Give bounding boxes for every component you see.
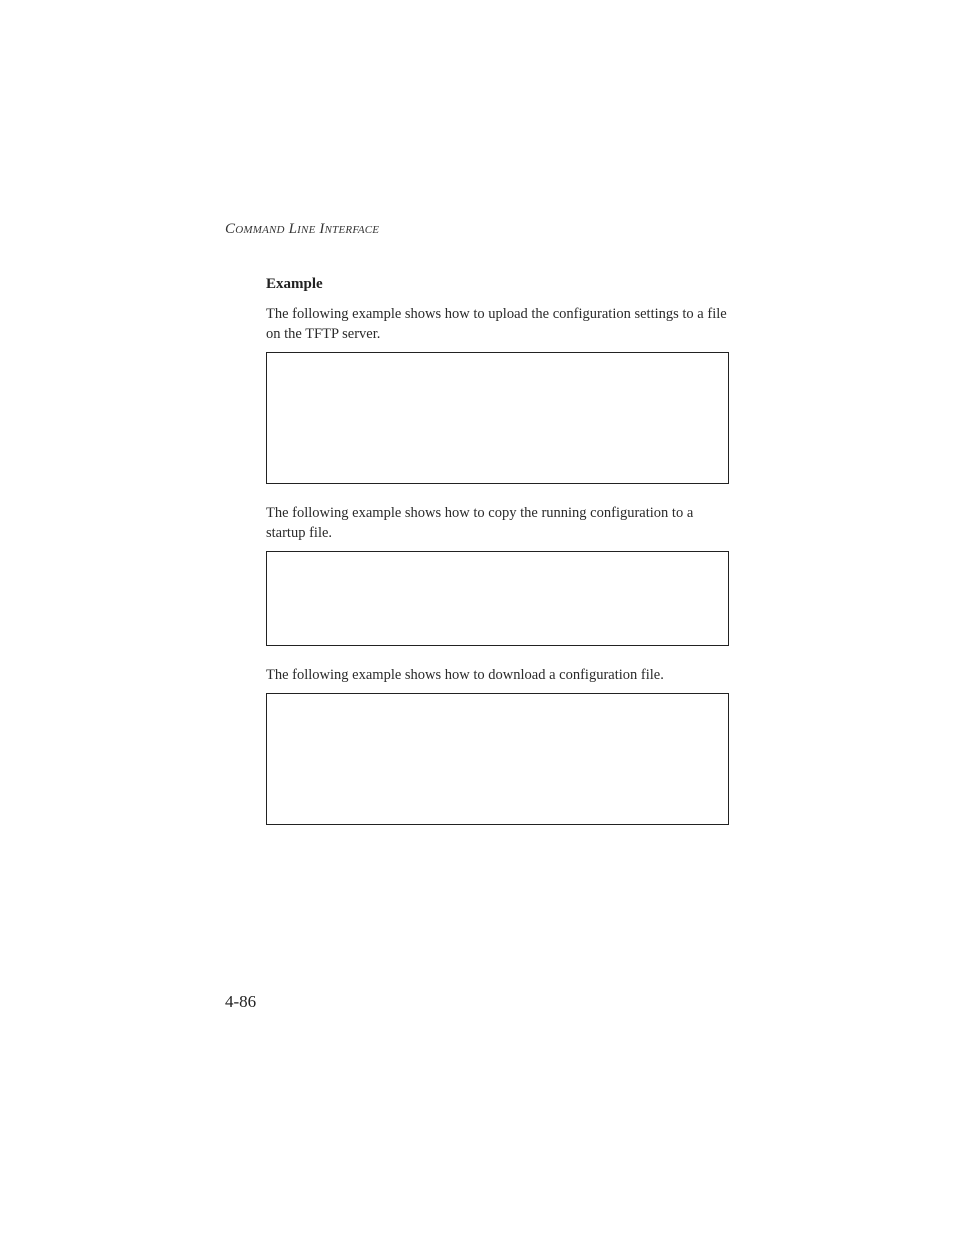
section-heading-example: Example (266, 276, 323, 292)
example-2-description: The following example shows how to copy the running configuration to a startup file. (266, 505, 694, 541)
example-3-description: The following example shows how to download a configuration file. (266, 667, 664, 683)
example-1-code-box (266, 352, 729, 484)
running-header: Command Line Interface (225, 221, 380, 237)
example-2-code-box (266, 551, 729, 646)
example-3-code-box (266, 693, 729, 825)
page-number: 4-86 (225, 992, 257, 1011)
example-1-description: The following example shows how to upload the configuration settings to a file on the TFTP server. (266, 306, 727, 342)
